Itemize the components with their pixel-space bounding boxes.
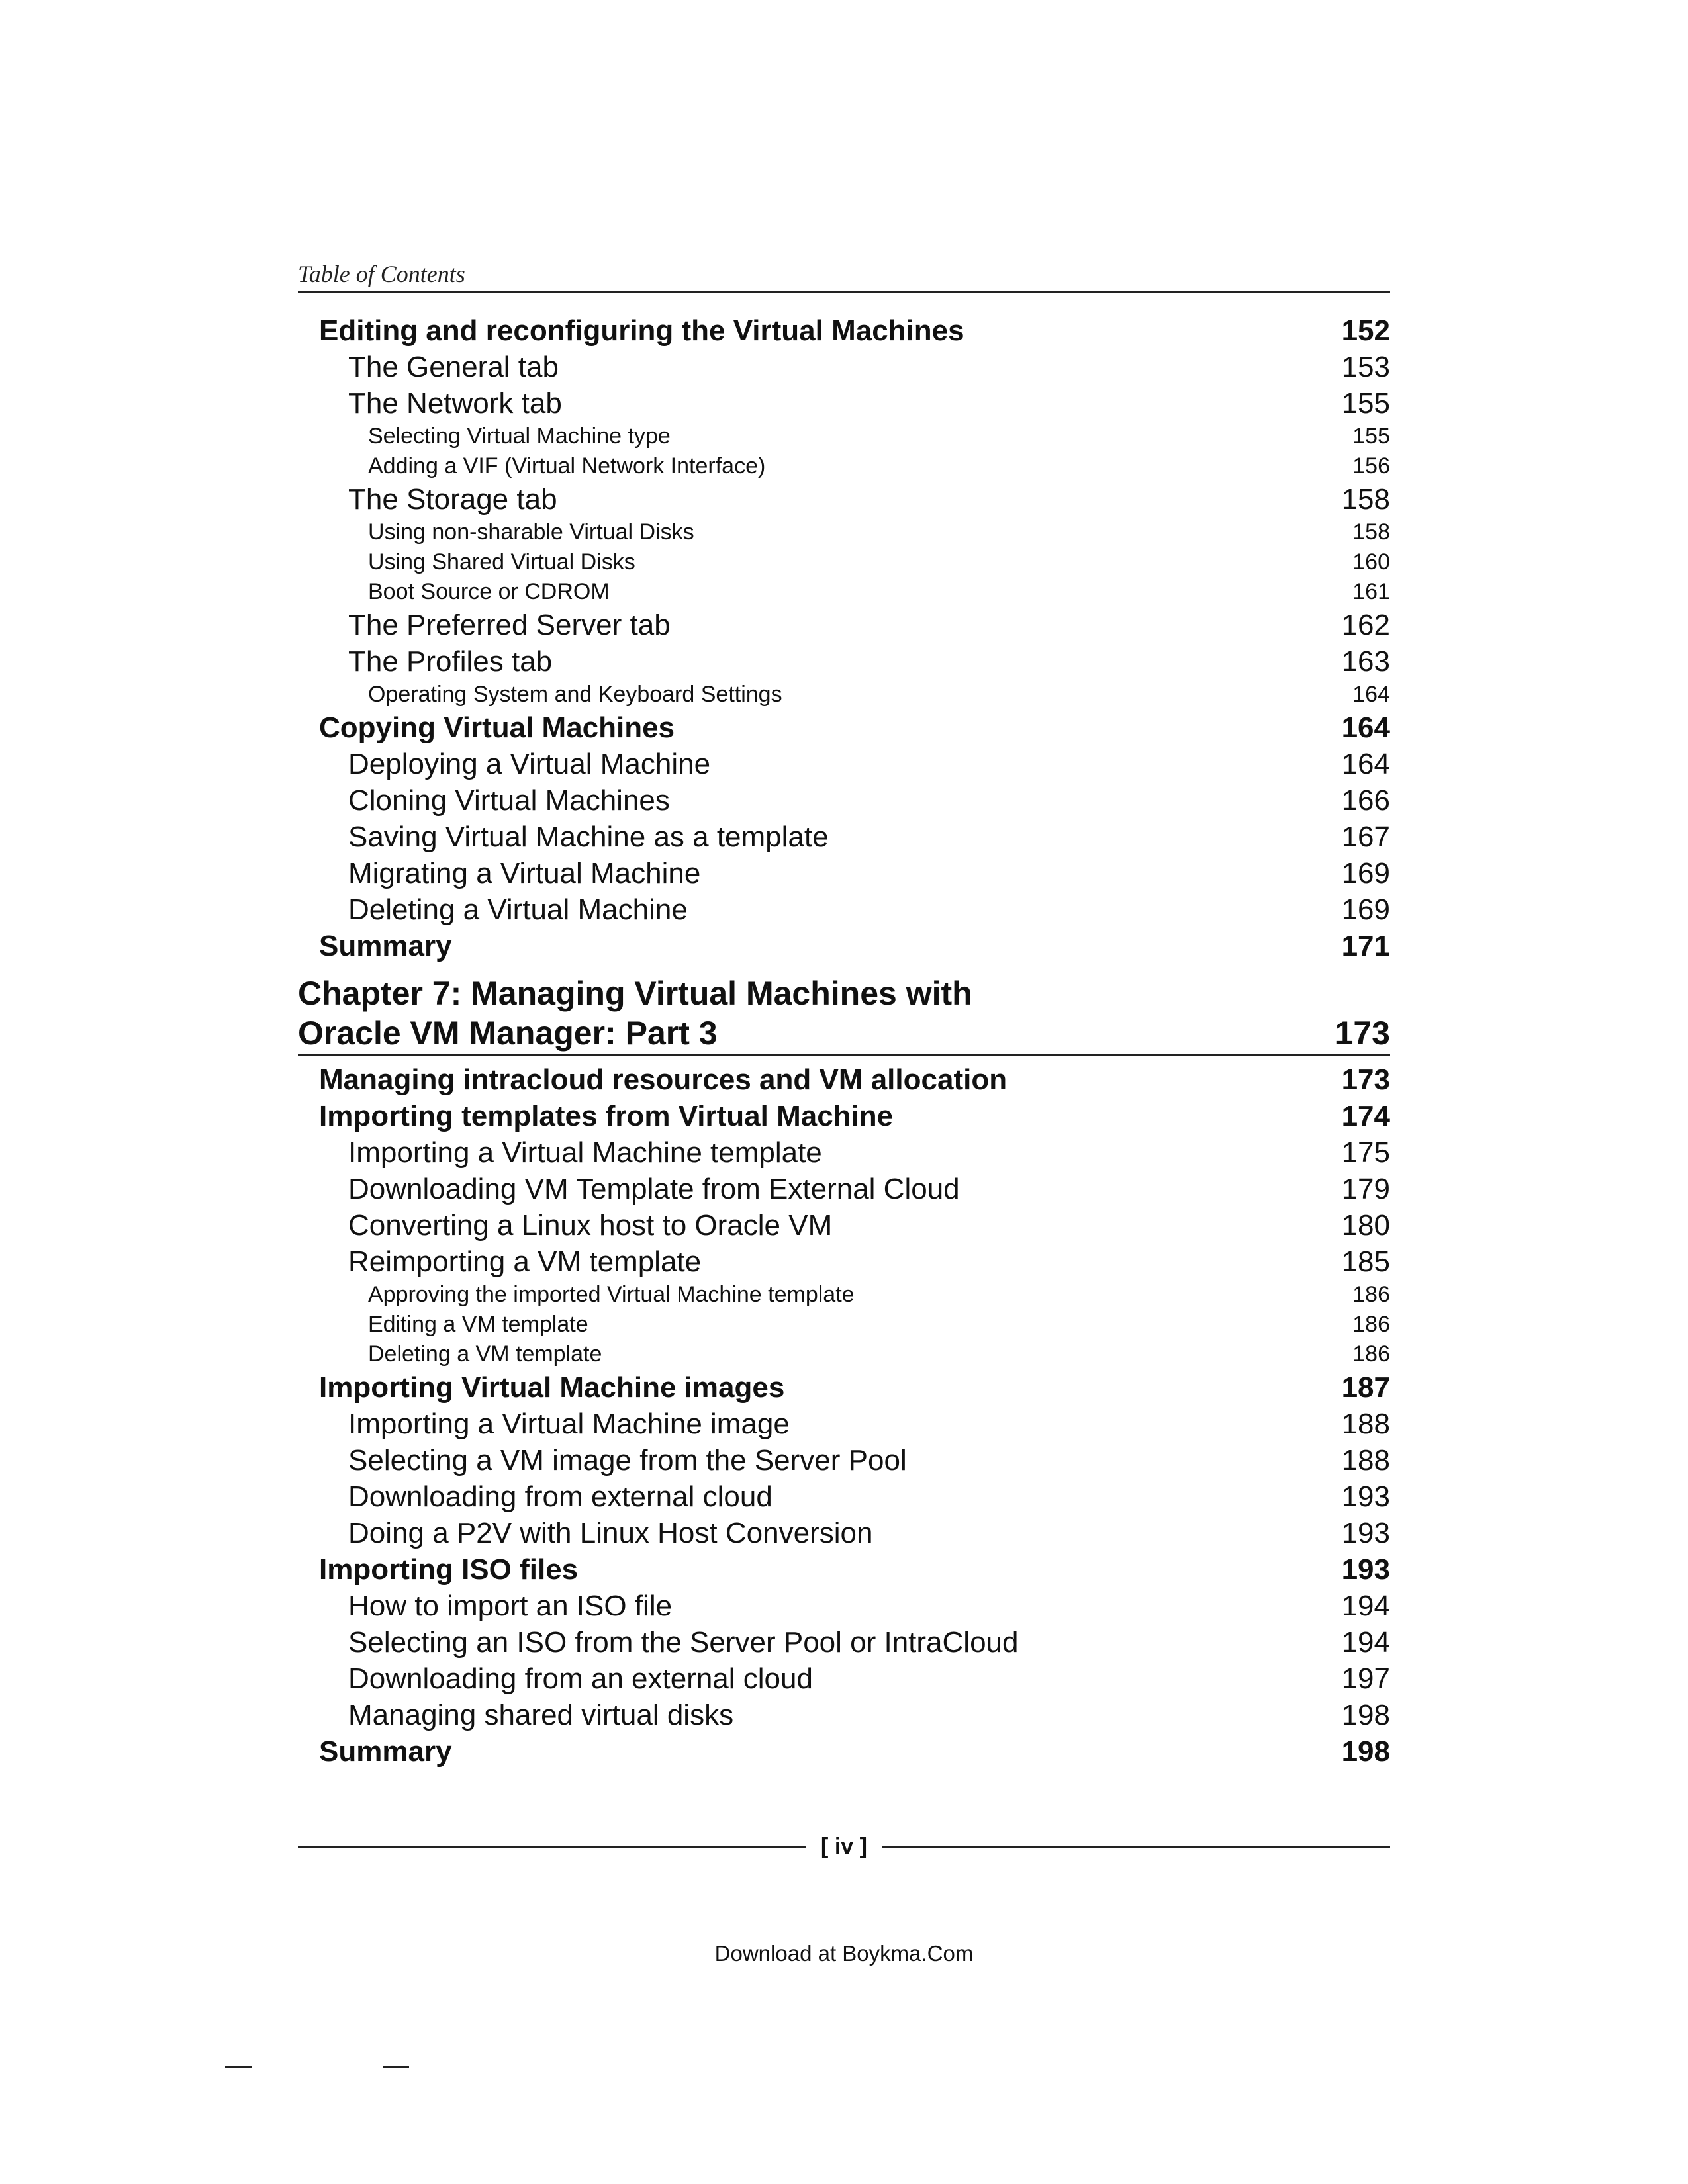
toc-entry-title: Editing a VM template <box>368 1312 588 1337</box>
toc-entry-title: The Storage tab <box>348 483 557 516</box>
toc-entry-title: Cloning Virtual Machines <box>348 784 670 817</box>
toc-entry-page-number: 163 <box>1341 645 1390 678</box>
toc-entry-level-2[interactable] <box>298 349 1390 385</box>
toc-entry-title: Importing templates from Virtual Machine <box>319 1100 894 1132</box>
toc-entry-level-3[interactable] <box>298 547 1390 577</box>
toc-entry-level-2[interactable] <box>298 1479 1390 1515</box>
toc-entry-page-number: 193 <box>1341 1553 1390 1586</box>
toc-entry-level-3[interactable] <box>298 1310 1390 1340</box>
toc-entry-title: Reimporting a VM template <box>348 1246 702 1278</box>
toc-entry-level-2[interactable] <box>298 1171 1390 1207</box>
chapter-heading[interactable] <box>298 974 1390 1056</box>
toc-entry-title: The Preferred Server tab <box>348 609 671 641</box>
toc-entry-title: Importing a Virtual Machine image <box>348 1408 790 1440</box>
toc-entry-level-1[interactable] <box>298 709 1390 746</box>
toc-entry-page-number: 186 <box>1352 1342 1390 1367</box>
toc-entry-page-number: 158 <box>1341 483 1390 516</box>
toc-entry-page-number: 167 <box>1341 821 1390 853</box>
toc-entry-page-number: 197 <box>1341 1662 1390 1695</box>
toc-entry-page-number: 160 <box>1352 549 1390 574</box>
toc-entry-level-1[interactable] <box>298 1733 1390 1770</box>
toc-entry-title: Managing intracloud resources and VM allocation <box>319 1064 1008 1096</box>
toc-entry-title: Doing a P2V with Linux Host Conversion <box>348 1517 873 1549</box>
download-note: Download at Boykma.Com <box>714 1941 974 1966</box>
toc-entry-level-3[interactable] <box>298 680 1390 709</box>
toc-entry-level-2[interactable] <box>298 1661 1390 1697</box>
toc-entry-level-2[interactable] <box>298 1515 1390 1551</box>
toc-entry-page-number: 164 <box>1341 711 1390 744</box>
toc-entry-title: Using non-sharable Virtual Disks <box>368 520 694 545</box>
toc-entry-title: How to import an ISO file <box>348 1590 673 1622</box>
toc-entry-page-number: 175 <box>1341 1136 1390 1169</box>
toc-entry-title: Editing and reconfiguring the Virtual Machines <box>319 314 964 347</box>
toc-entry-title: Approving the imported Virtual Machine template <box>368 1282 855 1307</box>
toc-entry-title: Importing a Virtual Machine template <box>348 1136 822 1169</box>
toc-entry-page-number: 198 <box>1341 1735 1390 1768</box>
toc-entry-page-number: 188 <box>1341 1444 1390 1477</box>
toc-entry-page-number: 155 <box>1341 387 1390 420</box>
toc-entry-level-2[interactable] <box>298 782 1390 819</box>
toc-entry-level-2[interactable] <box>298 855 1390 891</box>
toc-entry-page-number: 179 <box>1341 1173 1390 1205</box>
toc-entry-level-2[interactable] <box>298 1442 1390 1479</box>
toc-entry-title: Importing ISO files <box>319 1553 579 1586</box>
toc-entry-page-number: 186 <box>1352 1312 1390 1337</box>
toc-entry-page-number: 193 <box>1341 1480 1390 1513</box>
footer-rule-right <box>882 1846 1390 1848</box>
toc-entry-level-1[interactable] <box>298 928 1390 964</box>
toc-entry-page-number: 158 <box>1352 520 1390 545</box>
toc-entry-title: Selecting an ISO from the Server Pool or IntraCloud <box>348 1626 1019 1659</box>
toc-entry-title: Selecting Virtual Machine type <box>368 424 671 449</box>
toc-entry-title: Downloading VM Template from External Cloud <box>348 1173 960 1205</box>
toc-entry-level-2[interactable] <box>298 1406 1390 1442</box>
toc-section-chapter <box>298 1062 1390 1770</box>
toc-entry-level-2[interactable] <box>298 746 1390 782</box>
toc-entry-level-2[interactable] <box>298 891 1390 928</box>
toc-entry-page-number: 156 <box>1352 453 1390 478</box>
toc-entry-level-3[interactable] <box>298 518 1390 547</box>
toc-entry-title: Copying Virtual Machines <box>319 711 675 744</box>
toc-entry-page-number: 180 <box>1341 1209 1390 1242</box>
toc-entry-page-number: 152 <box>1341 314 1390 347</box>
toc-entry-title: Migrating a Virtual Machine <box>348 857 701 889</box>
running-header: Table of Contents <box>298 261 465 287</box>
toc-entry-title: Deploying a Virtual Machine <box>348 748 711 780</box>
toc-entry-page-number: 194 <box>1341 1626 1390 1659</box>
toc-entry-level-2[interactable] <box>298 481 1390 518</box>
toc-entry-page-number: 188 <box>1341 1408 1390 1440</box>
toc-entry-level-2[interactable] <box>298 1244 1390 1280</box>
toc-entry-page-number: 174 <box>1341 1100 1390 1132</box>
toc-entry-level-3[interactable] <box>298 422 1390 451</box>
toc-entry-page-number: 164 <box>1341 748 1390 780</box>
toc-entry-level-3[interactable] <box>298 1280 1390 1310</box>
toc-entry-level-2[interactable] <box>298 1588 1390 1624</box>
toc-entry-title: Downloading from an external cloud <box>348 1662 813 1695</box>
toc-entry-title: Operating System and Keyboard Settings <box>368 682 782 707</box>
toc-entry-page-number: 162 <box>1341 609 1390 641</box>
toc-entry-title: Managing shared virtual disks <box>348 1699 734 1731</box>
toc-entry-title: Summary <box>319 930 452 962</box>
toc-entry-title: Importing Virtual Machine images <box>319 1371 785 1404</box>
toc-entry-page-number: 186 <box>1352 1282 1390 1307</box>
toc-entry-page-number: 166 <box>1341 784 1390 817</box>
toc-entry-level-3[interactable] <box>298 577 1390 607</box>
toc-entry-page-number: 155 <box>1352 424 1390 449</box>
toc-entry-page-number: 161 <box>1352 579 1390 604</box>
toc-entry-level-1[interactable] <box>298 312 1390 349</box>
toc-entry-title: Saving Virtual Machine as a template <box>348 821 829 853</box>
toc-entry-level-2[interactable] <box>298 607 1390 643</box>
chapter-title-line2: Oracle VM Manager: Part 3 <box>298 1015 718 1052</box>
header-rule <box>298 291 1390 293</box>
toc-entry-level-2[interactable] <box>298 1624 1390 1661</box>
chapter-page-number: 173 <box>1335 1015 1390 1052</box>
toc-entry-page-number: 169 <box>1341 893 1390 926</box>
toc-entry-level-3[interactable] <box>298 1340 1390 1369</box>
toc-entry-level-2[interactable] <box>298 385 1390 422</box>
toc-entry-level-1[interactable] <box>298 1098 1390 1134</box>
toc-entry-level-2[interactable] <box>298 1697 1390 1733</box>
page-footer <box>298 1833 1390 1860</box>
toc-entry-level-2[interactable] <box>298 1207 1390 1244</box>
toc-entry-title: Using Shared Virtual Disks <box>368 549 635 574</box>
toc-entry-page-number: 187 <box>1341 1371 1390 1404</box>
toc-entry-page-number: 173 <box>1341 1064 1390 1096</box>
toc-entry-title: The General tab <box>348 351 559 383</box>
crop-mark-right <box>383 2066 409 2068</box>
toc-entry-title: Deleting a Virtual Machine <box>348 893 688 926</box>
toc-entry-page-number: 153 <box>1341 351 1390 383</box>
table-of-contents <box>298 312 1390 1770</box>
toc-entry-level-1[interactable] <box>298 1551 1390 1588</box>
toc-entry-title: Summary <box>319 1735 452 1768</box>
toc-entry-page-number: 171 <box>1341 930 1390 962</box>
footer-rule-left <box>298 1846 806 1848</box>
toc-entry-title: Deleting a VM template <box>368 1342 602 1367</box>
toc-entry-title: Boot Source or CDROM <box>368 579 610 604</box>
toc-entry-title: The Profiles tab <box>348 645 553 678</box>
toc-entry-page-number: 164 <box>1352 682 1390 707</box>
toc-entry-level-1[interactable] <box>298 1062 1390 1098</box>
toc-entry-page-number: 193 <box>1341 1517 1390 1549</box>
crop-mark-left <box>225 2066 252 2068</box>
toc-entry-title: Converting a Linux host to Oracle VM <box>348 1209 833 1242</box>
chapter-title-line1: Chapter 7: Managing Virtual Machines with <box>298 975 972 1012</box>
toc-entry-page-number: 185 <box>1341 1246 1390 1278</box>
toc-entry-level-2[interactable] <box>298 643 1390 680</box>
toc-entry-level-3[interactable] <box>298 451 1390 481</box>
toc-section-top <box>298 312 1390 964</box>
toc-entry-page-number: 198 <box>1341 1699 1390 1731</box>
toc-entry-level-1[interactable] <box>298 1369 1390 1406</box>
toc-entry-title: Selecting a VM image from the Server Pool <box>348 1444 907 1477</box>
toc-entry-title: Adding a VIF (Virtual Network Interface) <box>368 453 766 478</box>
toc-entry-page-number: 194 <box>1341 1590 1390 1622</box>
toc-entry-page-number: 169 <box>1341 857 1390 889</box>
page-folio: [ iv ] <box>821 1833 867 1859</box>
toc-entry-level-2[interactable] <box>298 819 1390 855</box>
toc-entry-level-2[interactable] <box>298 1134 1390 1171</box>
toc-entry-title: The Network tab <box>348 387 562 420</box>
toc-entry-title: Downloading from external cloud <box>348 1480 773 1513</box>
